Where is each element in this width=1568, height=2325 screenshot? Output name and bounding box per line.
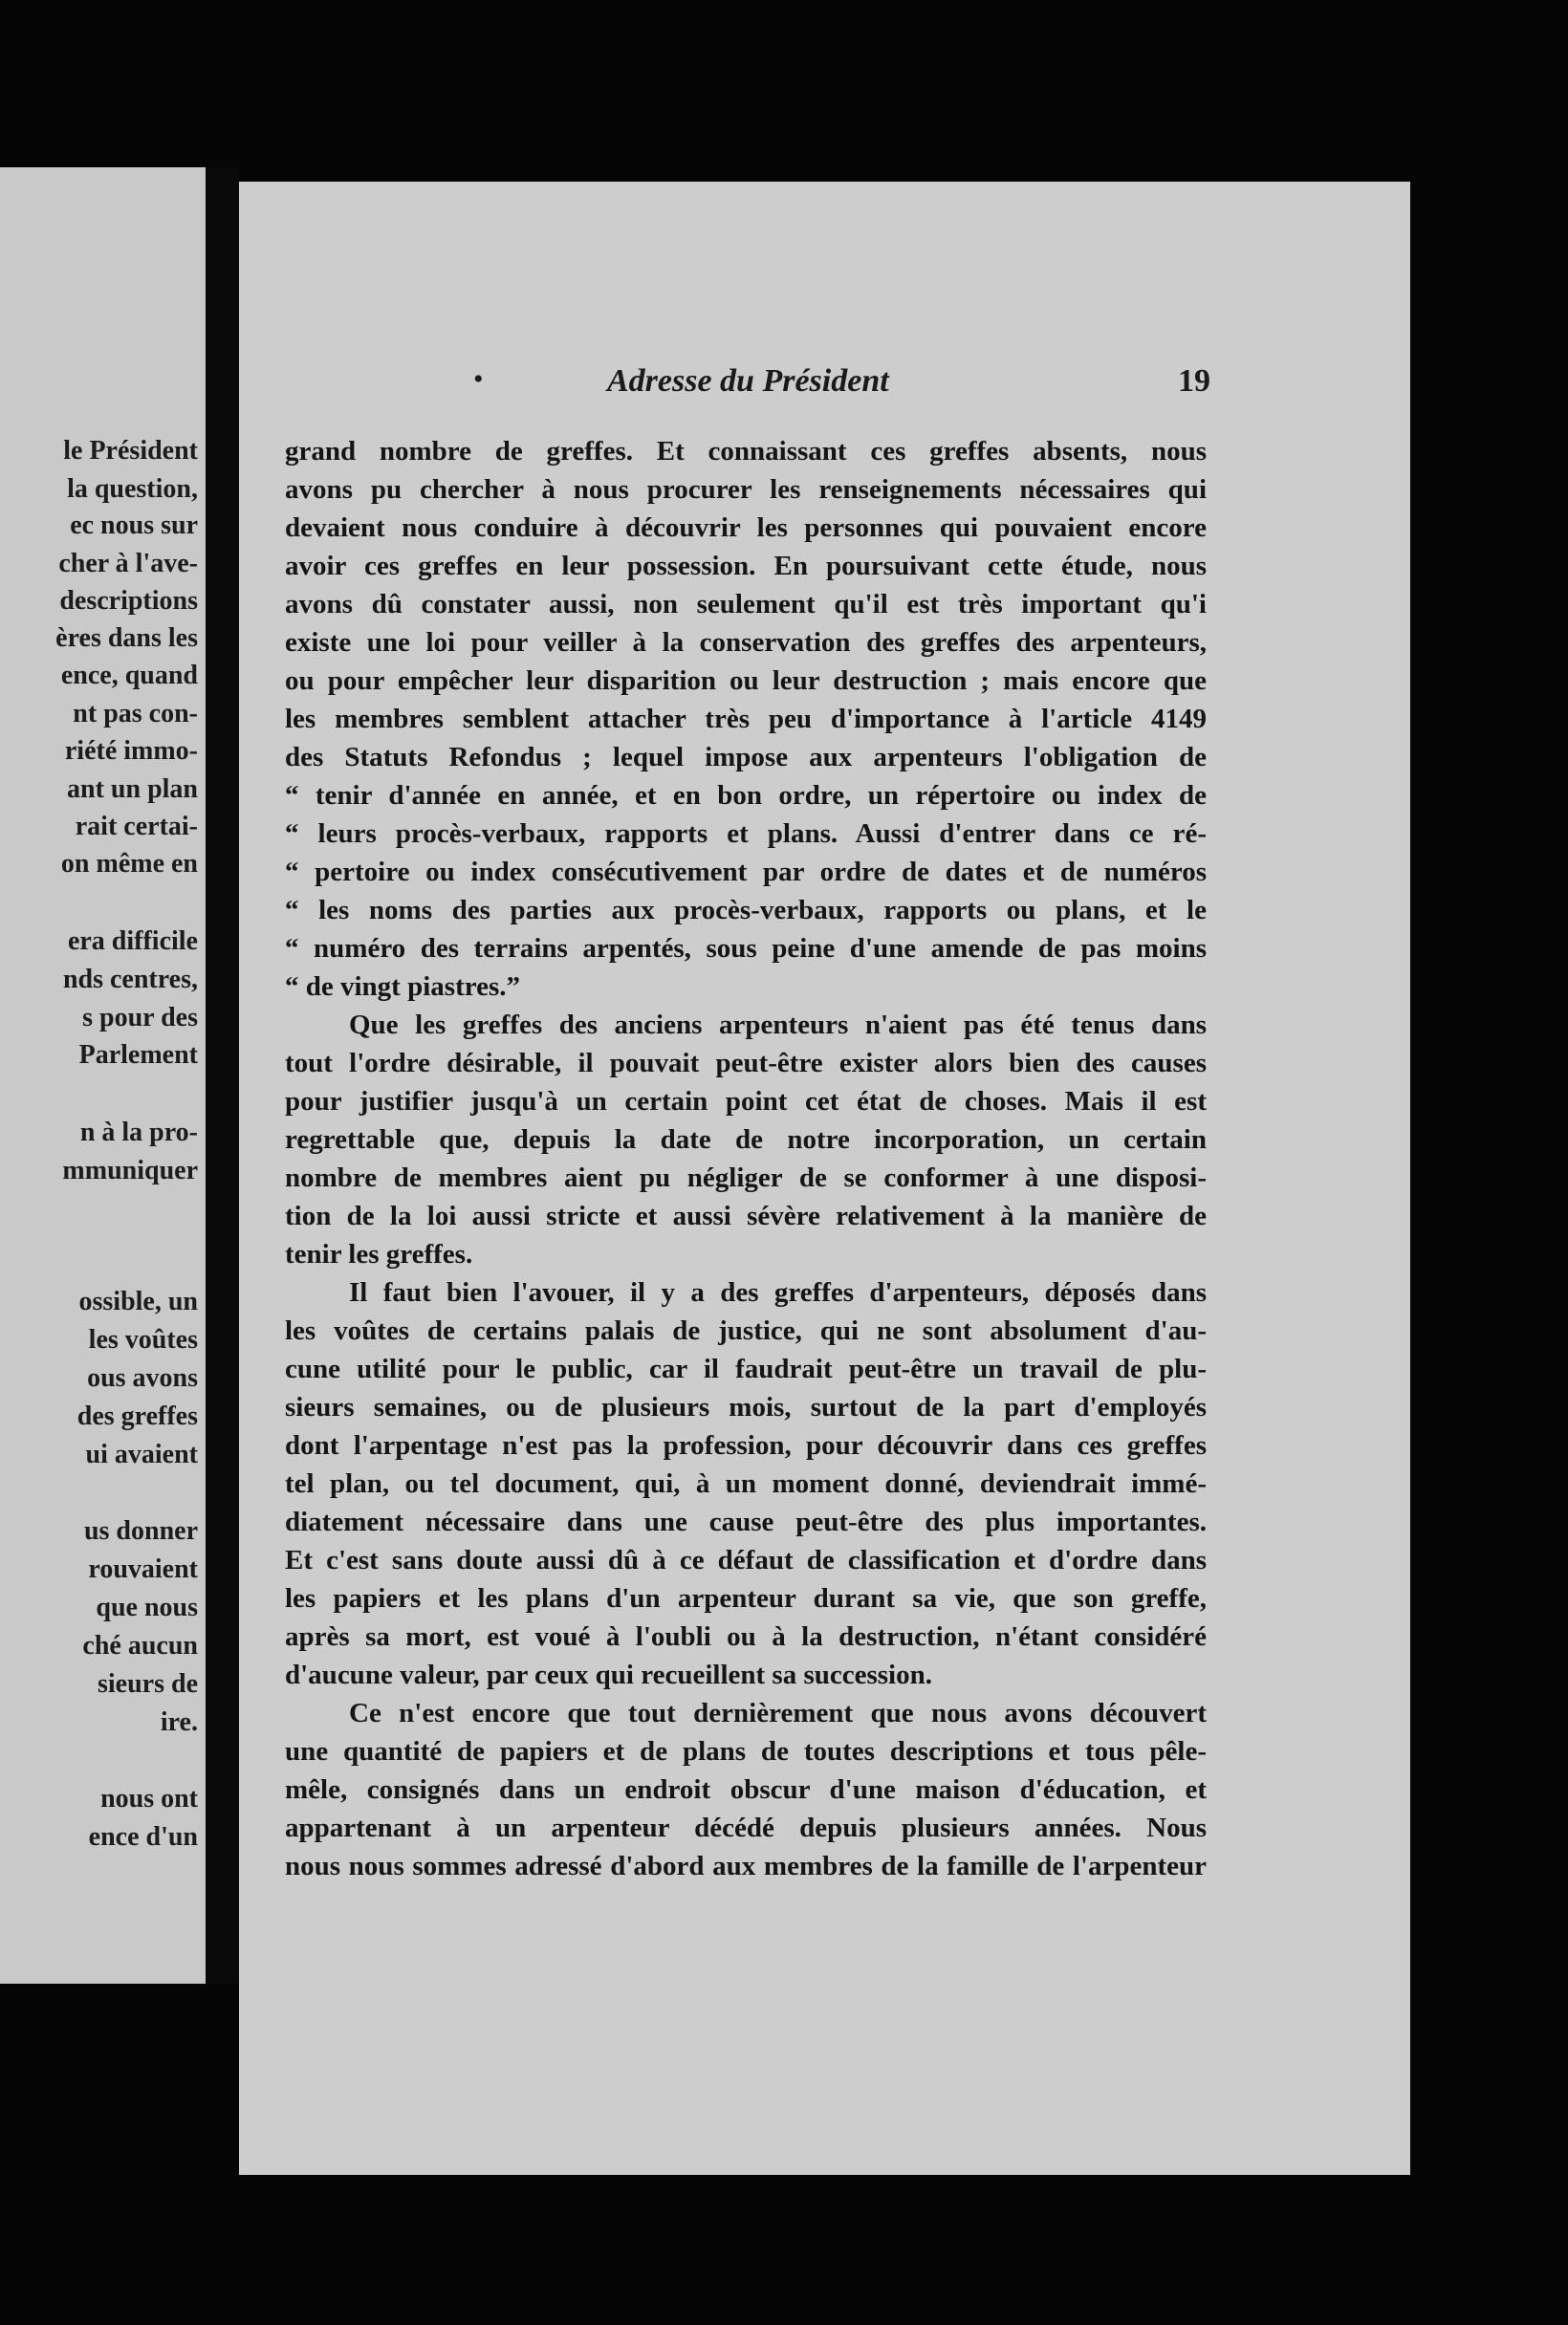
paragraph-first-line: Ce n'est encore que tout dernièrement que nous avons découvert: [349, 1698, 1207, 1728]
text-line: existe une loi pour veiller à la conservation des greffes des arpenteurs,: [285, 627, 1207, 658]
text-line: mêle, consignés dans un endroit obscur d'une maison d'éducation, et: [285, 1774, 1207, 1805]
text-line: après sa mort, est voué à l'oubli ou à la destruction, n'étant considéré: [285, 1621, 1207, 1652]
text-line: Et c'est sans doute aussi dû à ce défaut de classification et d'ordre dans: [285, 1545, 1207, 1575]
facing-page-line: ence, quand: [60, 661, 198, 690]
facing-page-line: us donner: [83, 1516, 198, 1546]
facing-page-line: nds centres,: [62, 965, 198, 994]
text-line: tel plan, ou tel document, qui, à un moment donné, deviendrait immé-: [285, 1468, 1207, 1499]
text-line: pour justifier jusqu'à un certain point cet état de choses. Mais il est: [285, 1086, 1207, 1117]
running-head: [239, 363, 1243, 402]
text-line: tenir les greffes.: [285, 1239, 473, 1270]
paragraph-first-line: Que les greffes des anciens arpenteurs n'aient pas été tenus dans: [349, 1010, 1207, 1040]
facing-page-line: era difficile: [67, 926, 198, 956]
main-page: [239, 182, 1410, 2175]
facing-page-line: on même en: [60, 849, 198, 879]
text-line: les membres semblent attacher très peu d'importance à l'article 4149: [285, 704, 1207, 734]
paragraph-first-line: Il faut bien l'avouer, il y a des greffes d'arpenteurs, déposés dans: [349, 1277, 1207, 1308]
facing-page-line: ui avaient: [85, 1440, 198, 1469]
text-line: des Statuts Refondus ; lequel impose aux arpenteurs l'obligation de: [285, 742, 1207, 772]
facing-page-line: que nous: [96, 1593, 198, 1622]
facing-page-line: n à la pro-: [79, 1118, 198, 1147]
facing-page-line: riété immo-: [64, 736, 198, 766]
text-line: “ de vingt piastres.”: [285, 971, 520, 1002]
facing-page-line: ence d'un: [88, 1822, 198, 1852]
text-line: nombre de membres aient pu négliger de se conformer à une disposi-: [285, 1162, 1207, 1193]
facing-page-line: ères dans les: [55, 623, 198, 653]
facing-page-line: ire.: [160, 1707, 198, 1737]
text-line: grand nombre de greffes. Et connaissant ces greffes absents, nous: [285, 436, 1207, 467]
text-line: devaient nous conduire à découvrir les personnes qui pouvaient encore: [285, 512, 1207, 543]
text-line: cune utilité pour le public, car il faudrait peut-être un travail de plu-: [285, 1354, 1207, 1384]
facing-page-line: nous ont: [100, 1784, 198, 1814]
facing-page-line: mmuniquer: [62, 1156, 198, 1185]
text-line: diatement nécessaire dans une cause peut-être des plus importantes.: [285, 1507, 1207, 1537]
text-line: appartenant à un arpenteur décédé depuis plusieurs années. Nous: [285, 1813, 1207, 1843]
text-line: tion de la loi aussi stricte et aussi sévère relativement à la manière de: [285, 1201, 1207, 1231]
text-line: dont l'arpentage n'est pas la profession, pour découvrir dans ces greffes: [285, 1430, 1207, 1461]
facing-page-line: des greffes: [76, 1402, 198, 1431]
facing-page-line: rait certai-: [75, 812, 198, 841]
text-line: avons dû constater aussi, non seulement qu'il est très important qu'i: [285, 589, 1207, 619]
text-line: une quantité de papiers et de plans de toutes descriptions et tous pêle-: [285, 1736, 1207, 1767]
facing-page-line: nt pas con-: [73, 699, 198, 728]
text-line: les voûtes de certains palais de justice, qui ne sont absolument d'au-: [285, 1315, 1207, 1346]
facing-page-line: les voûtes: [88, 1325, 198, 1355]
text-line: “ les noms des parties aux procès-verbaux, rapports ou plans, et le: [285, 895, 1207, 925]
text-line: d'aucune valeur, par ceux qui recueillent sa succession.: [285, 1660, 932, 1690]
facing-page-fragment: [0, 167, 206, 1984]
text-line: regrettable que, depuis la date de notre incorporation, un certain: [285, 1124, 1207, 1155]
facing-page-line: ossible, un: [78, 1287, 198, 1316]
text-line: les papiers et les plans d'un arpenteur durant sa vie, que son greffe,: [285, 1583, 1207, 1614]
book-gutter: [206, 167, 239, 1984]
facing-page-line: ous avons: [87, 1363, 198, 1393]
facing-page-line: le Président: [63, 436, 198, 466]
text-line: avoir ces greffes en leur possession. En poursuivant cette étude, nous: [285, 551, 1207, 581]
facing-page-line: s pour des: [82, 1003, 198, 1032]
text-line: avons pu chercher à nous procurer les renseignements nécessaires qui: [285, 474, 1207, 505]
text-line: ou pour empêcher leur disparition ou leur destruction ; mais encore que: [285, 665, 1207, 696]
text-line: nous nous sommes adressé d'abord aux membres de la famille de l'arpenteur: [285, 1851, 1207, 1881]
ornament-dot: •: [473, 363, 484, 395]
facing-page-line: descriptions: [59, 586, 198, 616]
running-title: Adresse du Président: [607, 363, 889, 399]
facing-page-line: rouvaient: [88, 1554, 198, 1584]
facing-page-line: ant un plan: [67, 774, 198, 804]
facing-page-line: ché aucun: [82, 1631, 198, 1661]
text-line: tout l'ordre désirable, il pouvait peut-être exister alors bien des causes: [285, 1048, 1207, 1078]
facing-page-line: sieurs de: [98, 1669, 198, 1699]
text-line: “ leurs procès-verbaux, rapports et plans. Aussi d'entrer dans ce ré-: [285, 818, 1207, 849]
text-line: “ pertoire ou index consécutivement par ordre de dates et de numéros: [285, 857, 1207, 887]
text-line: “ tenir d'année en année, et en bon ordre, un répertoire ou index de: [285, 780, 1207, 811]
page-number: 19: [1178, 363, 1210, 399]
text-line: sieurs semaines, ou de plusieurs mois, surtout de la part d'employés: [285, 1392, 1207, 1423]
facing-page-line: cher à l'ave-: [58, 549, 198, 578]
facing-page-line: ec nous sur: [70, 511, 198, 540]
facing-page-line: la question,: [67, 474, 198, 504]
text-line: “ numéro des terrains arpentés, sous peine d'une amende de pas moins: [285, 933, 1207, 964]
facing-page-line: Parlement: [78, 1040, 198, 1070]
